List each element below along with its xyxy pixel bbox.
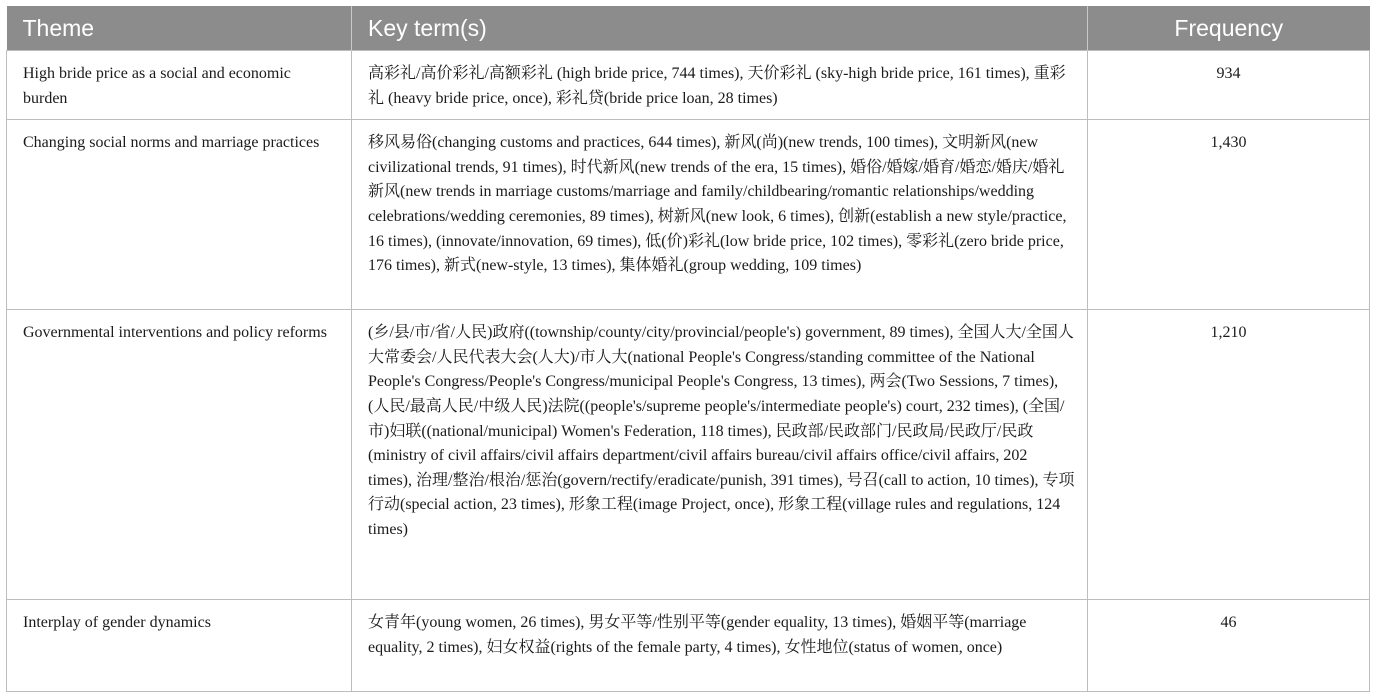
frequency-cell: 934 (1088, 51, 1370, 120)
frequency-cell: 1,430 (1088, 120, 1370, 310)
table-row (7, 51, 1370, 120)
frequency-cell: 46 (1088, 600, 1370, 692)
theme-cell: Governmental interventions and policy reforms (7, 310, 352, 600)
terms-cell: 高彩礼/高价彩礼/高额彩礼 (high bride price, 744 times), 天价彩礼 (sky-high bride price, 161 times), 重彩礼 (heavy bride price, once), 彩礼贷(bride price loan, 28 times) (352, 51, 1088, 120)
terms-cell: 女青年(young women, 26 times), 男女平等/性别平等(gender equality, 13 times), 婚姻平等(marriage equality, 2 times), 妇女权益(rights of the female party, 4 times), 女性地位(status of women, once) (352, 600, 1088, 692)
table-row (7, 120, 1370, 310)
themes-table (6, 6, 1370, 692)
terms-cell: 移风易俗(changing customs and practices, 644 times), 新风(尚)(new trends, 100 times), 文明新风(new civilizational trends, 91 times), 时代新风(new trends of the era, 15 times), 婚俗/婚嫁/婚育/婚恋/婚庆/婚礼新风(new trends in marriage customs/marriage and family/childbearing/romantic relationships/wedding celebrations/wedding ceremonies, 89 times), 树新风(new look, 6 times), 创新(establish a new style/practice, 16 times), (innovate/innovation, 69 times), 低(价)彩礼(low bride price, 102 times), 零彩礼(zero bride price, 176 times), 新式(new-style, 13 times), 集体婚礼(group wedding, 109 times) (352, 120, 1088, 310)
header-frequency: Frequency (1088, 6, 1370, 51)
table-row (7, 600, 1370, 692)
header-row (7, 6, 1370, 51)
frequency-cell: 1,210 (1088, 310, 1370, 600)
table-container (6, 6, 1369, 692)
theme-cell: Changing social norms and marriage practices (7, 120, 352, 310)
theme-cell: Interplay of gender dynamics (7, 600, 352, 692)
header-theme: Theme (7, 6, 352, 51)
header-key-terms: Key term(s) (352, 6, 1088, 51)
terms-cell: (乡/县/市/省/人民)政府((township/county/city/provincial/people's) government, 89 times), 全国人大/全国人大常委会/人民代表大会(人大)/市人大(national People's Congress/standing committee of the National People's Congress/People's Congress/municipal People's Congress, 13 times), 两会(Two Sessions, 7 times), (人民/最高人民/中级人民)法院((people's/supreme people's/intermediate people's) court, 232 times), (全国/市)妇联((national/municipal) Women's Federation, 118 times), 民政部/民政部门/民政局/民政厅/民政(ministry of civil affairs/civil affairs department/civil affairs bureau/civil affairs office/civil affairs, 202 times), 治理/整治/根治/惩治(govern/rectify/eradicate/punish, 391 times), 号召(call to action, 10 times), 专项行动(special action, 23 times), 形象工程(image Project, once), 形象工程(village rules and regulations, 124 times) (352, 310, 1088, 600)
theme-cell: High bride price as a social and economic burden (7, 51, 352, 120)
table-row (7, 310, 1370, 600)
